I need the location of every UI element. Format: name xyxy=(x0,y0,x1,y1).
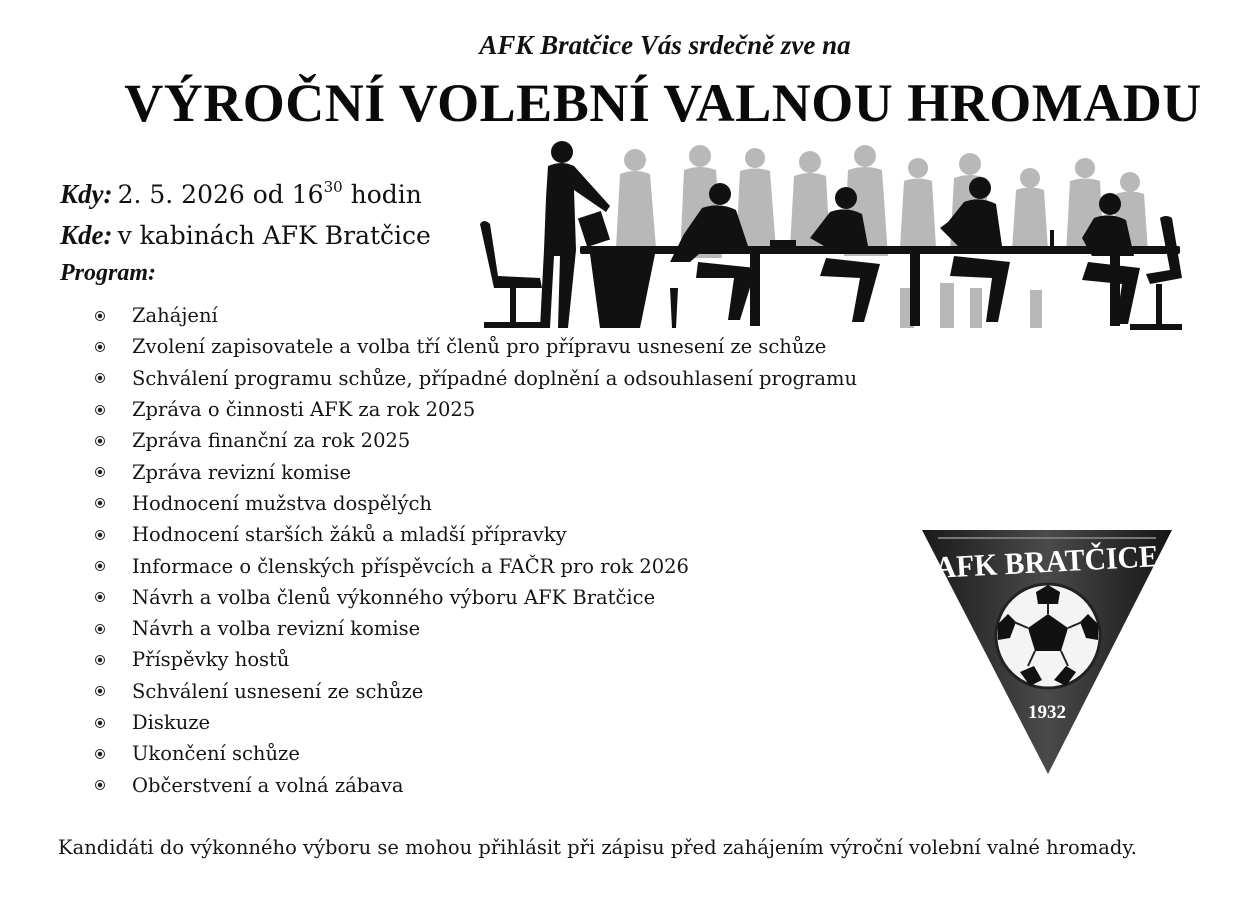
list-item xyxy=(95,425,857,456)
meeting-silhouette-illustration xyxy=(470,138,1190,338)
list-item xyxy=(95,644,857,675)
list-item-text: Zpráva finanční za rok 2025 xyxy=(132,429,411,453)
list-item xyxy=(95,613,857,644)
when-suffix: hodin xyxy=(342,180,422,209)
soccer-ball-icon xyxy=(996,584,1100,688)
list-item-text: Zpráva o činnosti AFK za rok 2025 xyxy=(132,398,476,422)
soccer-ball-icon xyxy=(95,530,105,540)
list-item-text: Informace o členských příspěvcích a FAČR pro rok 2026 xyxy=(132,554,689,578)
soccer-ball-icon xyxy=(95,561,105,571)
list-item-text: Schválení usnesení ze schůze xyxy=(132,679,424,703)
soccer-ball-icon xyxy=(95,655,105,665)
list-item xyxy=(95,488,857,519)
list-item xyxy=(95,582,857,613)
page-title: VÝROČNÍ VOLEBNÍ VALNOU HROMADU xyxy=(124,73,1202,133)
program-list xyxy=(95,300,857,801)
invitation-intro: AFK Bratčice Vás srdečně zve na xyxy=(479,30,851,60)
list-item-text: Hodnocení mužstva dospělých xyxy=(132,491,432,515)
soccer-ball-icon xyxy=(95,405,105,415)
soccer-ball-icon xyxy=(95,718,105,728)
soccer-ball-icon xyxy=(95,436,105,446)
where-value: v kabinách AFK Bratčice xyxy=(117,221,431,250)
when-date: 2. 5. 2026 od 16 xyxy=(117,180,324,209)
list-item-text: Schválení programu schůze, případné doplnění a odsouhlasení programu xyxy=(132,366,858,390)
list-item-text: Diskuze xyxy=(132,711,211,734)
program-label: Program: xyxy=(60,260,156,286)
where-label: Kde: xyxy=(60,220,113,250)
list-item xyxy=(95,707,857,738)
list-item-text: Návrh a volba revizní komise xyxy=(132,617,421,641)
list-item xyxy=(95,550,857,581)
list-item-text: Zpráva revizní komise xyxy=(132,460,352,484)
soccer-ball-icon xyxy=(95,686,105,696)
when-label: Kdy: xyxy=(60,179,113,209)
logo-name: AFK BRATČICE xyxy=(933,537,1170,585)
list-item-text: Občerstvení a volná zábava xyxy=(132,773,404,797)
soccer-ball-icon xyxy=(95,373,105,383)
soccer-ball-icon xyxy=(95,780,105,790)
when-line xyxy=(60,178,422,210)
soccer-ball-icon xyxy=(95,749,105,759)
soccer-ball-icon xyxy=(95,467,105,477)
soccer-ball-icon xyxy=(95,498,105,508)
list-item xyxy=(95,394,857,425)
list-item xyxy=(95,676,857,707)
list-item-text: Ukončení schůze xyxy=(132,742,300,766)
soccer-ball-icon xyxy=(95,592,105,602)
when-time-minutes: 30 xyxy=(323,178,343,196)
list-item xyxy=(95,738,857,769)
list-item-text: Hodnocení starších žáků a mladší přípravky xyxy=(132,523,567,547)
logo-year: 1932 xyxy=(1028,702,1066,723)
candidates-note: Kandidáti do výkonného výboru se mohou přihlásit při zápisu před zahájením výroční volební valné hromady. xyxy=(58,836,1137,859)
soccer-ball-icon xyxy=(95,624,105,634)
list-item-text: Návrh a volba členů výkonného výboru AFK Bratčice xyxy=(132,585,656,609)
list-item-text: Zahájení xyxy=(132,304,218,328)
list-item xyxy=(95,363,857,394)
list-item xyxy=(95,456,857,487)
where-line xyxy=(60,220,431,251)
list-item-text: Příspěvky hostů xyxy=(132,648,290,672)
soccer-ball-icon xyxy=(95,342,105,352)
list-item xyxy=(95,769,857,800)
list-item xyxy=(95,519,857,550)
afk-bratcice-logo xyxy=(920,528,1174,776)
list-item-text: Zvolení zapisovatele a volba tří členů pro přípravu usnesení ze schůze xyxy=(132,335,827,359)
soccer-ball-icon xyxy=(95,311,105,321)
